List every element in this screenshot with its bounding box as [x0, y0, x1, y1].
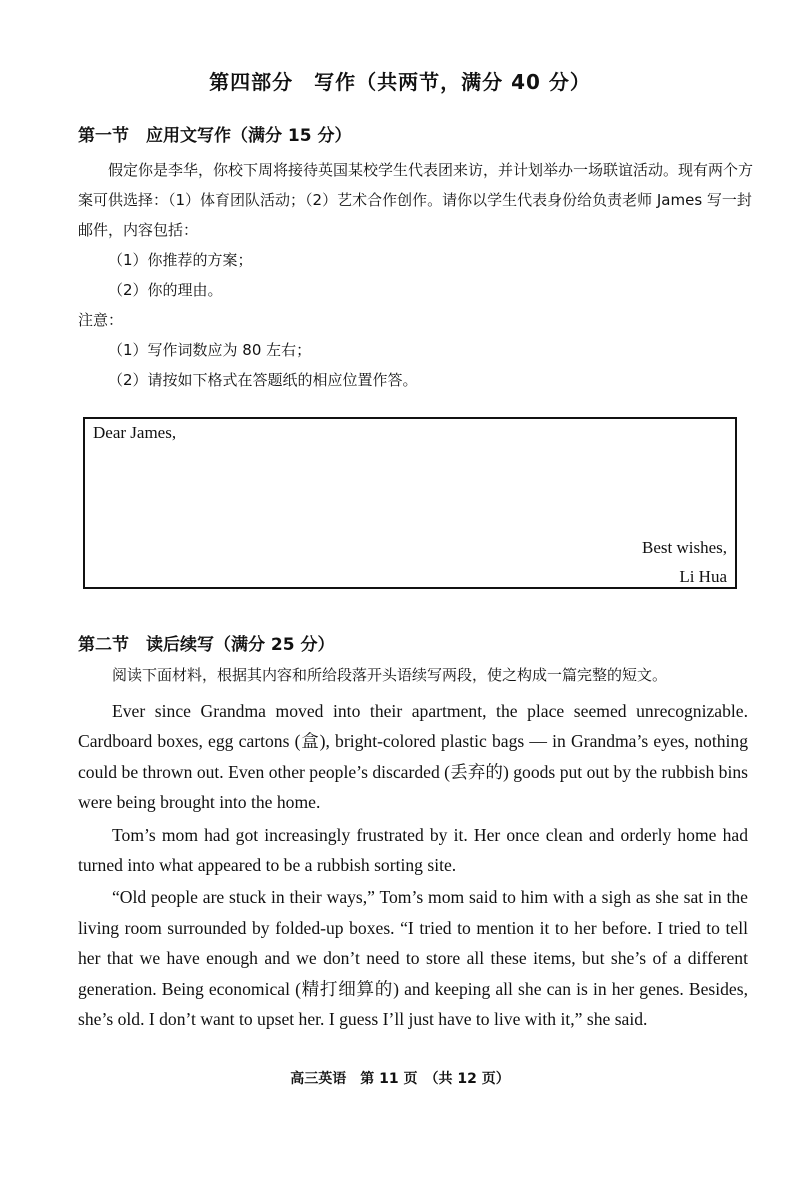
- note-label: 注意：: [78, 311, 124, 329]
- letter-salutation: Dear James,: [93, 423, 177, 442]
- section2-instruction: 阅读下面材料，根据其内容和所给段落开头语续写两段，使之构成一篇完整的短文。: [112, 666, 668, 684]
- letter-signature: Li Hua: [679, 567, 727, 586]
- requirement-item: （2）你的理由。: [108, 281, 223, 299]
- letter-format-box: [83, 417, 737, 589]
- section1-prompt: 假定你是李华，你校下周将接待英国某校学生代表团来访，并计划举办一场联谊活动。现有两个方案可供选择：（1）体育团队活动；（2）艺术合作创作。请你以学生代表身份给负责老师 James 写一封邮件，内容包括：: [78, 161, 754, 239]
- passage-paragraph: Tom’s mom had got increasingly frustrated by it. Her once clean and orderly home had turned into what appeared to be a rubbish sorting site.: [78, 824, 748, 876]
- part-title: 第四部分 写作（共两节，满分 40 分）: [209, 70, 591, 94]
- passage-paragraph: Ever since Grandma moved into their apartment, the place seemed unrecognizable. Cardboard boxes, egg cartons (盒), bright-colored plastic bags — in Grandma’s eyes, nothing could be thrown out. Even other people’s discarded (丢弃的) goods put out by the rubbish bins were being brought into the home.: [78, 701, 748, 813]
- note-item: （1）写作词数应为 80 左右；: [108, 341, 312, 359]
- reading-passage: [78, 696, 748, 1036]
- note-item: （2）请按如下格式在答题纸的相应位置作答。: [108, 371, 418, 389]
- letter-closing-block: [642, 533, 727, 591]
- page-footer: 高三英语 第 11 页 （共 12 页）: [290, 1071, 510, 1087]
- requirement-item: （1）你推荐的方案；: [108, 251, 253, 269]
- letter-closing: Best wishes,: [642, 538, 727, 557]
- section1-prompt-block: [78, 155, 758, 395]
- section2-title: 第二节 读后续写（满分 25 分）: [78, 635, 335, 655]
- passage-paragraph: “Old people are stuck in their ways,” Tom’s mom said to him with a sigh as she sat in the living room surrounded by folded-up boxes. “I tried to mention it to her before. I tried to tell her that we have enough and we don’t need to store all these items, but she’s of a different generation. Being economical (精打细算的) and keeping all she can is in her genes. Besides, she’s old. I don’t want to upset her. I guess I’ll just have to live with it,” she said.: [78, 887, 748, 1030]
- section1-title: 第一节 应用文写作（满分 15 分）: [78, 126, 352, 146]
